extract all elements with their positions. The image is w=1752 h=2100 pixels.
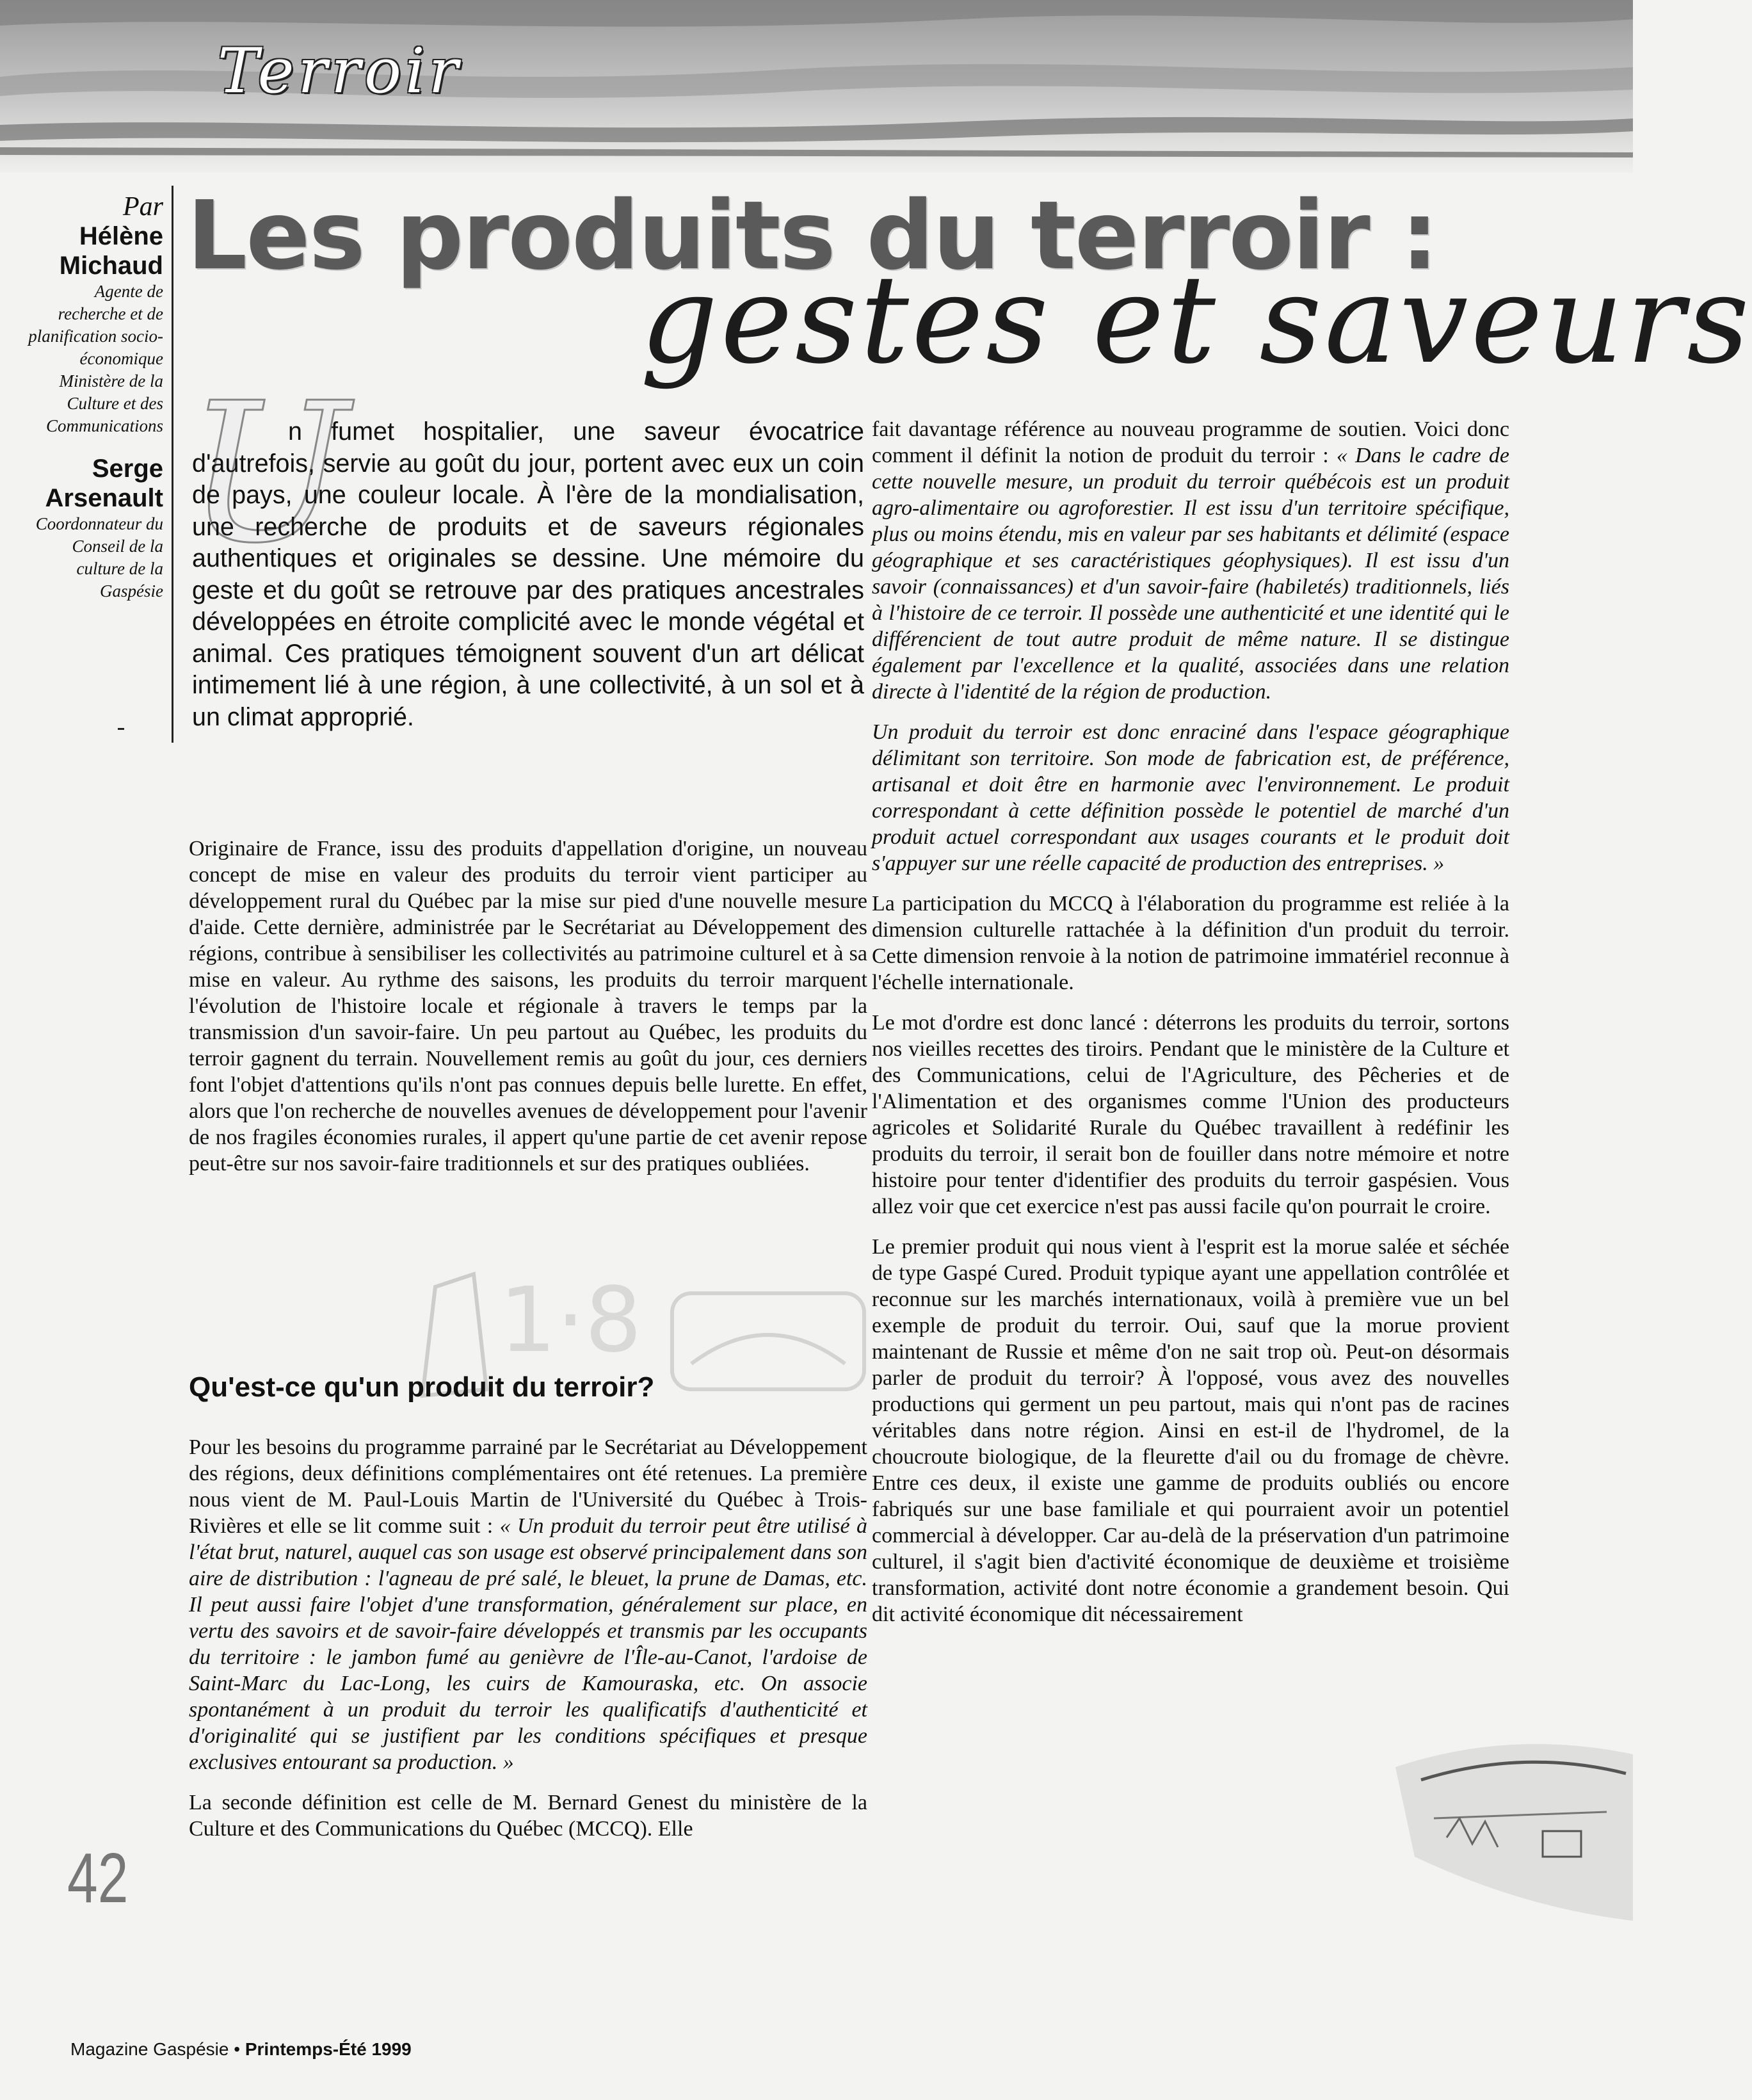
article-title: Les produits du terroir : [187,181,1438,291]
author-role: Coordonnateur du Conseil de la culture de la Gaspésie [35,514,163,601]
left-column [189,836,867,1191]
body-paragraph: Originaire de France, issu des produits d'appellation d'origine, un nouveau concept de mise en valeur des produits du terroir vient participer au développement rural du Québec par la mise sur pied d'une nouvelle mesure d'aide. Cette dernière, administrée par le Secrétariat au Développement des régions, contribue à sensibiliser les collectivités au patrimoine culturel et à sa mise en valeur. Au rythme des saisons, les produits du terroir marquent l'évolution de l'histoire locale et régionale à travers le temps par la transmission d'un savoir-faire. Un peu partout au Québec, les produits du terroir gagnent du terrain. Nouvellement remis au goût du jour, ces derniers font l'objet d'attentions qu'ils n'ont pas connues depuis belle lurette. En effet, alors que l'on recherche de nouvelles avenues de développement pour l'avenir de nos fragiles économies rurales, il appert qu'une partie de cet avenir repose peut-être sur nos savoir-faire traditionnels et sur des pratiques oubliées. [189,837,867,1175]
left-column-continued [189,1434,867,1856]
drop-cap-indent [192,433,288,440]
body-paragraph [872,416,1509,705]
body-paragraph: Le mot d'ordre est donc lancé : déterrons les produits du terroir, sortons nos vieilles recettes des tiroirs. Pendant que le ministère de la Culture et des Communications, celui de l'Agriculture, des Pêcheries et de l'Alimentation et des organismes comme l'Union des producteurs agricoles et Solidarité Rurale du Québec travaillent à redéfinir les produits du terroir, il serait bon de fouiller dans notre mémoire et notre histoire pour tenter d'identifier des produits du terroir gaspésien. Vous allez voir que cet exercice n'est pas aussi facile qu'on pourrait le croire. [872,1011,1509,1218]
byline [26,192,163,619]
body-text: Pour les besoins du programme parrainé par le Secrétariat au Développement des régions, deux définitions complémentaires ont été retenues. La première nous vient de M. Paul-Louis Martin de l'Université du Québec à Trois-Rivières et elle se lit comme suit : [189,1435,867,1538]
byline-divider [172,186,173,743]
article-subtitle: gestes et saveurs [640,249,1752,391]
intro-paragraph [192,416,864,733]
body-paragraph [189,1434,867,1775]
author-last-name: Michaud [59,252,163,280]
quoted-paragraph [872,719,1509,876]
body-paragraph: Le premier produit qui nous vient à l'esprit est la morue salée et séchée de type Gaspé Cured. Produit typique ayant une appellation contrôlée et reconnue sur les marchés internationaux, voilà à première vue un bel exemple de produit du terroir. Oui, sauf que la morue provient maintenant de Russie et même d'on ne sait trop où. Peut-on désormais parler de produit du terroir? À l'opposé, vous avez des nouvelles productions qui germent un peu partout, mais qui n'ont pas de racines véritables dans notre région. Ainsi en est-il de l'hydromel, de la choucroute biologique, de la fleurette d'ail ou du fromage de chèvre. Entre ces deux, il existe une gamme de produits oubliés ou encore fabriqués sur une base familiale et qui pourraient avoir un potentiel commercial à développer. Car au-delà de la préservation d'un patrimoine culturel, il s'agit bien d'activité économique de deuxième et troisième transformation, activité dont notre économie a grandement besoin. Qui dit activité économique dit nécessairement [872,1235,1509,1626]
body-paragraph: La participation du MCCQ à l'élaboration du programme est reliée à la dimension culturelle rattachée à la définition d'un produit du terroir. Cette dimension renvoie à la notion de patrimoine immatériel reconnue à l'échelle internationale. [872,892,1509,994]
intro-text: n fumet hospitalier, une saveur évocatrice d'autrefois, servie au goût du jour, portent avec eux un coin de pays, une couleur locale. À l'ère de la mondialisation, une recherche de produits et de saveurs régionales authentiques et originales se dessine. Une mémoire du geste et du goût se retrouve par des pratiques ancestrales développées en étroite complicité avec le monde végétal et animal. Ces pratiques témoignent souvent d'un art délicat intimement lié à une région, à une collectivité, à un sol et à un climat approprié. [192,417,864,731]
right-column [872,416,1509,1642]
quoted-definition: « Un produit du terroir peut être utilisé à l'état brut, naturel, auquel cas son usage est observé principalement dans son aire de distribution : l'agneau de pré salé, le bleuet, la prune de Damas, etc. Il peut aussi faire l'objet d'une transformation, généralement sur place, en vertu des savoirs et de savoir-faire développés et transmis par les occupants du territoire : le jambon fumé au genièvre de l'Île-au-Canot, l'ardoise de Saint-Marc du Lac-Long, les cuirs de Kamouraska, etc. On associe spontanément à un produit du terroir les qualificatifs d'authenticité et d'originalité qui se justifient par les conditions spécifiques et presque exclusives entourant sa production. » [189,1514,867,1774]
page-footer [70,2039,412,2060]
body-text: fait davantage référence au nouveau programme de soutien. Voici donc comment il définit la notion de produit du terroir : [872,417,1509,467]
issue-label: Printemps-Été 1999 [245,2039,412,2059]
body-paragraph: La seconde définition est celle de M. Bernard Genest du ministère de la Culture et des Communications du Québec (MCCQ). Elle [189,1791,867,1841]
page-number: 42 [67,1839,129,1918]
author-first-name: Hélène [79,222,163,250]
author-role: Agente de recherche et de planification socio-économique Ministère de la Culture et des Communications [28,282,163,435]
quoted-definition: Un produit du terroir est donc enraciné dans l'espace géographique délimitant son territoire. Son mode de fabrication est, de préférence, artisanal et doit être en harmonie avec l'environnement. Le produit correspondant à cette définition possède le potentiel de marché d'un produit actuel correspondant aux usages courants et le produit doit s'appuyer sur une réelle capacité de production des entreprises. » [872,720,1509,875]
author-first-name: Serge [92,455,163,483]
footer-bullet: • [234,2039,241,2059]
quoted-definition: « Dans le cadre de cette nouvelle mesure, un produit du terroir québécois est un produit agro-alimentaire ou agroforestier. Il est issu d'un territoire spécifique, plus ou moins étendu, mis en valeur par ses habitants et délimité (espace géographique et ses caractéristiques géophysiques). Il est issu d'un savoir (connaissances) et d'un savoir-faire (habiletés) traditionnels, liés à l'histoire de ce terroir. Il possède une authenticité et une identité qui le différencient de tout autre produit de même nature. Il se distingue également par l'excellence et la qualité, associées dans une relation directe à l'identité de la région de production. [872,444,1509,704]
byline-intro: Par [123,192,163,222]
drop-cap: U [187,362,349,585]
section-kicker: Terroir [218,35,462,107]
byline-dash [118,728,124,730]
decorative-fish-illustration [1395,1690,1633,1934]
author-last-name: Arsenault [45,484,163,512]
magazine-name: Magazine Gaspésie [70,2039,229,2059]
svg-text:1·8: 1·8 [499,1268,642,1373]
section-heading: Qu'est-ce qu'un produit du terroir? [189,1371,655,1403]
